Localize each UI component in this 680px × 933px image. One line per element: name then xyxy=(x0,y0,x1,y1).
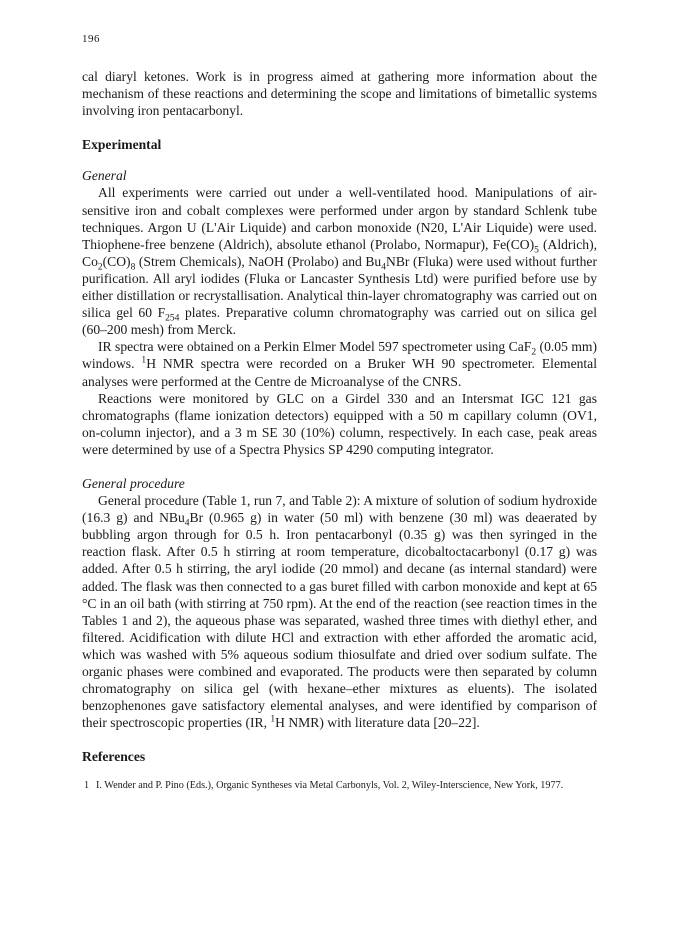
general-paragraph-glc: Reactions were monitored by GLC on a Girdel 330 and an Intersmat IGC 121 gas chromatographs (flame ionization detectors) equipped with a 50 m capillary column (OV1, on-column injector), and a 3 m SE 30 (10%) column, respectively. In each case, peak areas were determined by use of a Spectra Physics SP 4290 computing integrator. xyxy=(82,390,597,457)
general-paragraph-spectra: IR spectra were obtained on a Perkin Elmer Model 597 spectrometer using CaF$_2$ (0.05 mm) windows. $^1$H NMR spectra were recorded on a Bruker WH 90 spectrometer. Elemental analyses were performed at the Centre de Microanalyse of the CNRS. xyxy=(82,339,597,389)
page-number: 196 xyxy=(82,33,100,45)
section-heading-experimental: Experimental xyxy=(82,137,162,153)
reference-item xyxy=(82,779,597,793)
article-body xyxy=(82,68,597,793)
intro-paragraph: cal diaryl ketones. Work is in progress aimed at gathering more information about the mechanism of these reactions and determining the scope and limitations of bimetallic systems involving iron pentacarbonyl. xyxy=(82,69,597,119)
general-paragraph-materials: All experiments were carried out under a well-ventilated hood. Manipulations of air-sensitive iron and cobalt complexes were performed under argon by standard Schlenk tube techniques. Argon U (L'Air Liquide) and carbon monoxide (N20, L'Air Liquide) were used. Thiophene-free benzene (Aldrich), absolute ethanol (Prolabo, Normapur), $Fe(CO)_5$ (Aldrich), $Co_2(CO)_8$ (Strem Chemicals), NaOH (Prolabo) and $Bu_4NBr$ (Fluka) were used without further purification. All aryl iodides (Fluka or Lancaster Synthesis Ltd) were purified before use by either distillation or recrystallisation. Analytical thin-layer chromatography was carried out on silica gel 60 $F_{254}$ plates. Preparative column chromatography was carried out on silica gel (60–200 mesh) from Merck. xyxy=(82,185,597,338)
reference-text: I. Wender and P. Pino (Eds.), Organic Syntheses via Metal Carbonyls, Vol. 2, Wiley-Interscience, New York, 1977. xyxy=(96,780,564,792)
general-procedure-paragraph: General procedure (Table 1, run 7, and Table 2): A mixture of solution of sodium hydroxide (16.3 g) and NBu$_4$Br (0.965 g) in water (50 ml) with benzene (30 ml) was deaerated by bubbling argon through for 0.5 h. Iron pentacarbonyl (0.35 g) was then syringed in the reaction flask. After 0.5 h stirring at room temperature, dicobaltoctacarbonyl (0.17 g) was added. After 0.5 h stirring, the aryl iodide (20 mmol) and decane (as internal standard) were added. The flask was then connected to a gas buret filled with carbon monoxide and kept at 65 °C in an oil bath (with stirring at 750 rpm). At the end of the reaction (see reaction times in the Tables 1 and 2), the aqueous phase was separated, washed three times with diethyl ether, and filtered. Acidification with dilute HCl and extraction with ether afforded the aromatic acid, which was washed with 5% aqueous sodium thiosulfate and dried over sodium sulfate. The organic phases were combined and evaporated. The products were then separated by column chromatography on silica gel (with hexane–ether mixtures as eluents). The isolated benzophenones gave satisfactory elemental analyses, and were identified by comparison of their spectroscopic properties (IR, $^1$H NMR) with literature data [20–22]. xyxy=(82,493,597,731)
subsection-heading-general-procedure: General procedure xyxy=(82,475,185,491)
subsection-heading-general: General xyxy=(82,168,127,184)
section-heading-references: References xyxy=(82,749,146,765)
reference-number: 1 xyxy=(84,780,90,792)
